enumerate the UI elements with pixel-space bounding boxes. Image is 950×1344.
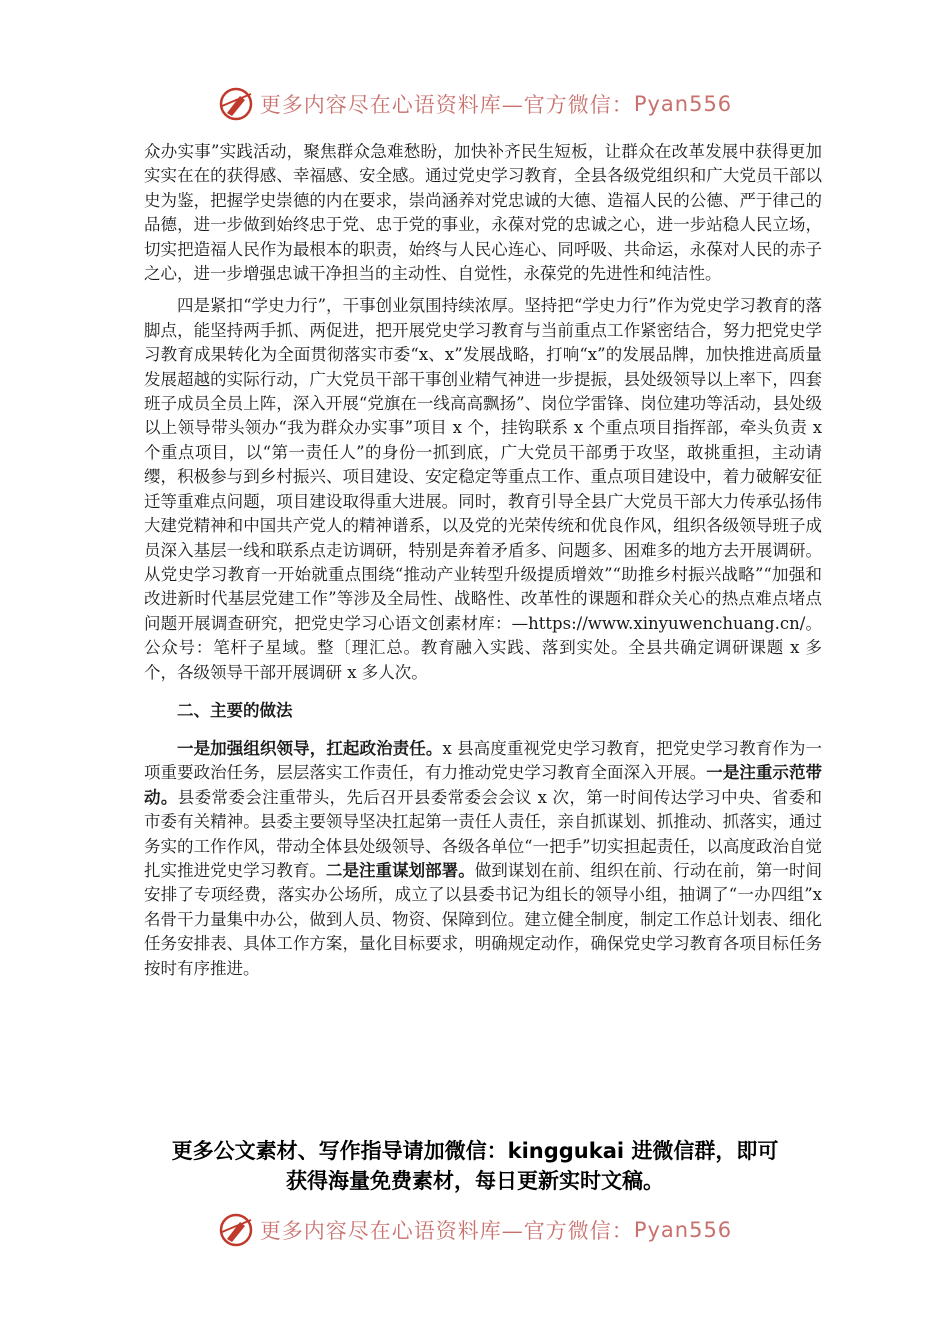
footer-wechat-id: Pyan556 (633, 1218, 733, 1242)
footer-banner (0, 1208, 950, 1252)
header-wechat-id: Pyan556 (633, 92, 733, 116)
promo-notice (100, 1136, 850, 1196)
pen-nib-logo-icon (218, 1212, 254, 1248)
practice-text-2: 县委常委会注重带头，先后召开县委常委会会议 x 次，第一时间传达学习中央、省委和市委有关精神。县委主要领导坚决扛起第一责任人责任，亲自抓谋划、抓推动、抓落实，通过务实的工作作风，带动全体县处级领导、各级各单位“一把手”切实担起责任，以高度政治自觉扎实推进党史学习教育。 (144, 787, 823, 880)
practice-lead-2: 一是注重示范带动。 (144, 763, 823, 807)
document-body (144, 140, 822, 989)
promo-line-2: 获得海量免费素材，每日更新实时文稿。 (286, 1169, 664, 1193)
header-banner (0, 82, 950, 126)
footer-banner-text: 更多内容尽在心语资料库—官方微信： (259, 1219, 634, 1243)
practice-lead-1: 一是加强组织领导，扛起政治责任。 (177, 738, 443, 758)
promo-line-1: 更多公文素材、写作指导请加微信：kinggukai 进微信群，即可 (171, 1139, 779, 1163)
section-heading: 二、主要的做法 (177, 700, 293, 720)
practice-lead-3: 二是注重谋划部署。 (325, 860, 475, 880)
paragraph-practice (144, 737, 822, 981)
paragraph-four: 四是紧扣“学史力行”，干事创业氛围持续浓厚。坚持把“学史力行”作为党史学习教育的落脚点，能坚持两手抓、两促进，把开展党史学习教育与当前重点工作紧密结合，努力把党史学习教育成果转化为全面贯彻落实市委“x、x”发展战略，打响“x”的发展品牌，加快推进高质量发展超越的实际行动，广大党员干部干事创业精气神进一步提振，县处级领导以上率下，四套班子成员全员上阵，深入开展“党旗在一线高高飘扬”、岗位学雷锋、岗位建功等活动，县处级以上领导带头领办“我为群众办实事”项目 x 个，挂钩联系 x 个重点项目指挥部，牵头负责 x 个重点项目，以“第一责任人”的身份一抓到底，广大党员干部勇于攻坚，敢挑重担，主动请缨，积极参与到乡村振兴、项目建设、安定稳定等重点工作、重点项目建设中，着力破解安征迁等重难点问题，项目建设取得重大进展。同时，教育引导全县广大党员干部大力传承弘扬伟大建党精神和中国共产党人的精神谱系，以及党的光荣传统和优良作风，组织各级领导班子成员深入基层一线和联系点走访调研，特别是奔着矛盾多、问题多、困难多的地方去开展调研。从党史学习教育一开始就重点围绕“推动产业转型升级提质增效”“助推乡村振兴战略”“加强和改进新时代基层党建工作”等涉及全局性、战略性、改革性的课题和群众关心的热点难点堵点问题开展调查研究，把党史学习心语文创素材库：—https://www.xinyuwenchuang.cn/。公众号：笔杆子星域。整〔理汇总。教育融入实践、落到实处。全县共确定调研课题 x 多个，各级领导干部开展调研 x 多人次。 (144, 296, 822, 682)
header-banner-text: 更多内容尽在心语资料库—官方微信： (259, 93, 634, 117)
paragraph-continued: 众办实事”实践活动，聚焦群众急难愁盼，加快补齐民生短板，让群众在改革发展中获得更加实实在在的获得感、幸福感、安全感。通过党史学习教育，全县各级党组织和广大党员干部以史为鉴，把握学史崇德的内在要求，崇尚涵养对党忠诚的大德、造福人民的公德、严于律己的品德，进一步做到始终忠于党、忠于党的事业，永葆对党的忠诚之心，进一步站稳人民立场，切实把造福人民作为最根本的职责，始终与人民心连心、同呼吸、共命运，永葆对人民的赤子之心，进一步增强忠诚干净担当的主动性、自觉性，永葆党的先进性和纯洁性。 (144, 142, 822, 284)
practice-text-3: 做到谋划在前、组织在前、行动在前，第一时间安排了专项经费，落实办公场所，成立了以县委书记为组长的领导小组，抽调了“一办四组”x 名骨干力量集中办公，做到人员、物资、保障到位。建立健全制度，制定工作总计划表、细化任务安排表、具体工作方案，量化目标要求，明确规定动作，确保党史学习教育各项目标任务按时有序推进。 (144, 860, 823, 978)
practice-text-1: x 县高度重视党史学习教育，把党史学习教育作为一项重要政治任务，层层落实工作责任，有力推动党史学习教育全面深入开展。 (144, 738, 822, 783)
pen-nib-logo-icon (218, 86, 254, 122)
